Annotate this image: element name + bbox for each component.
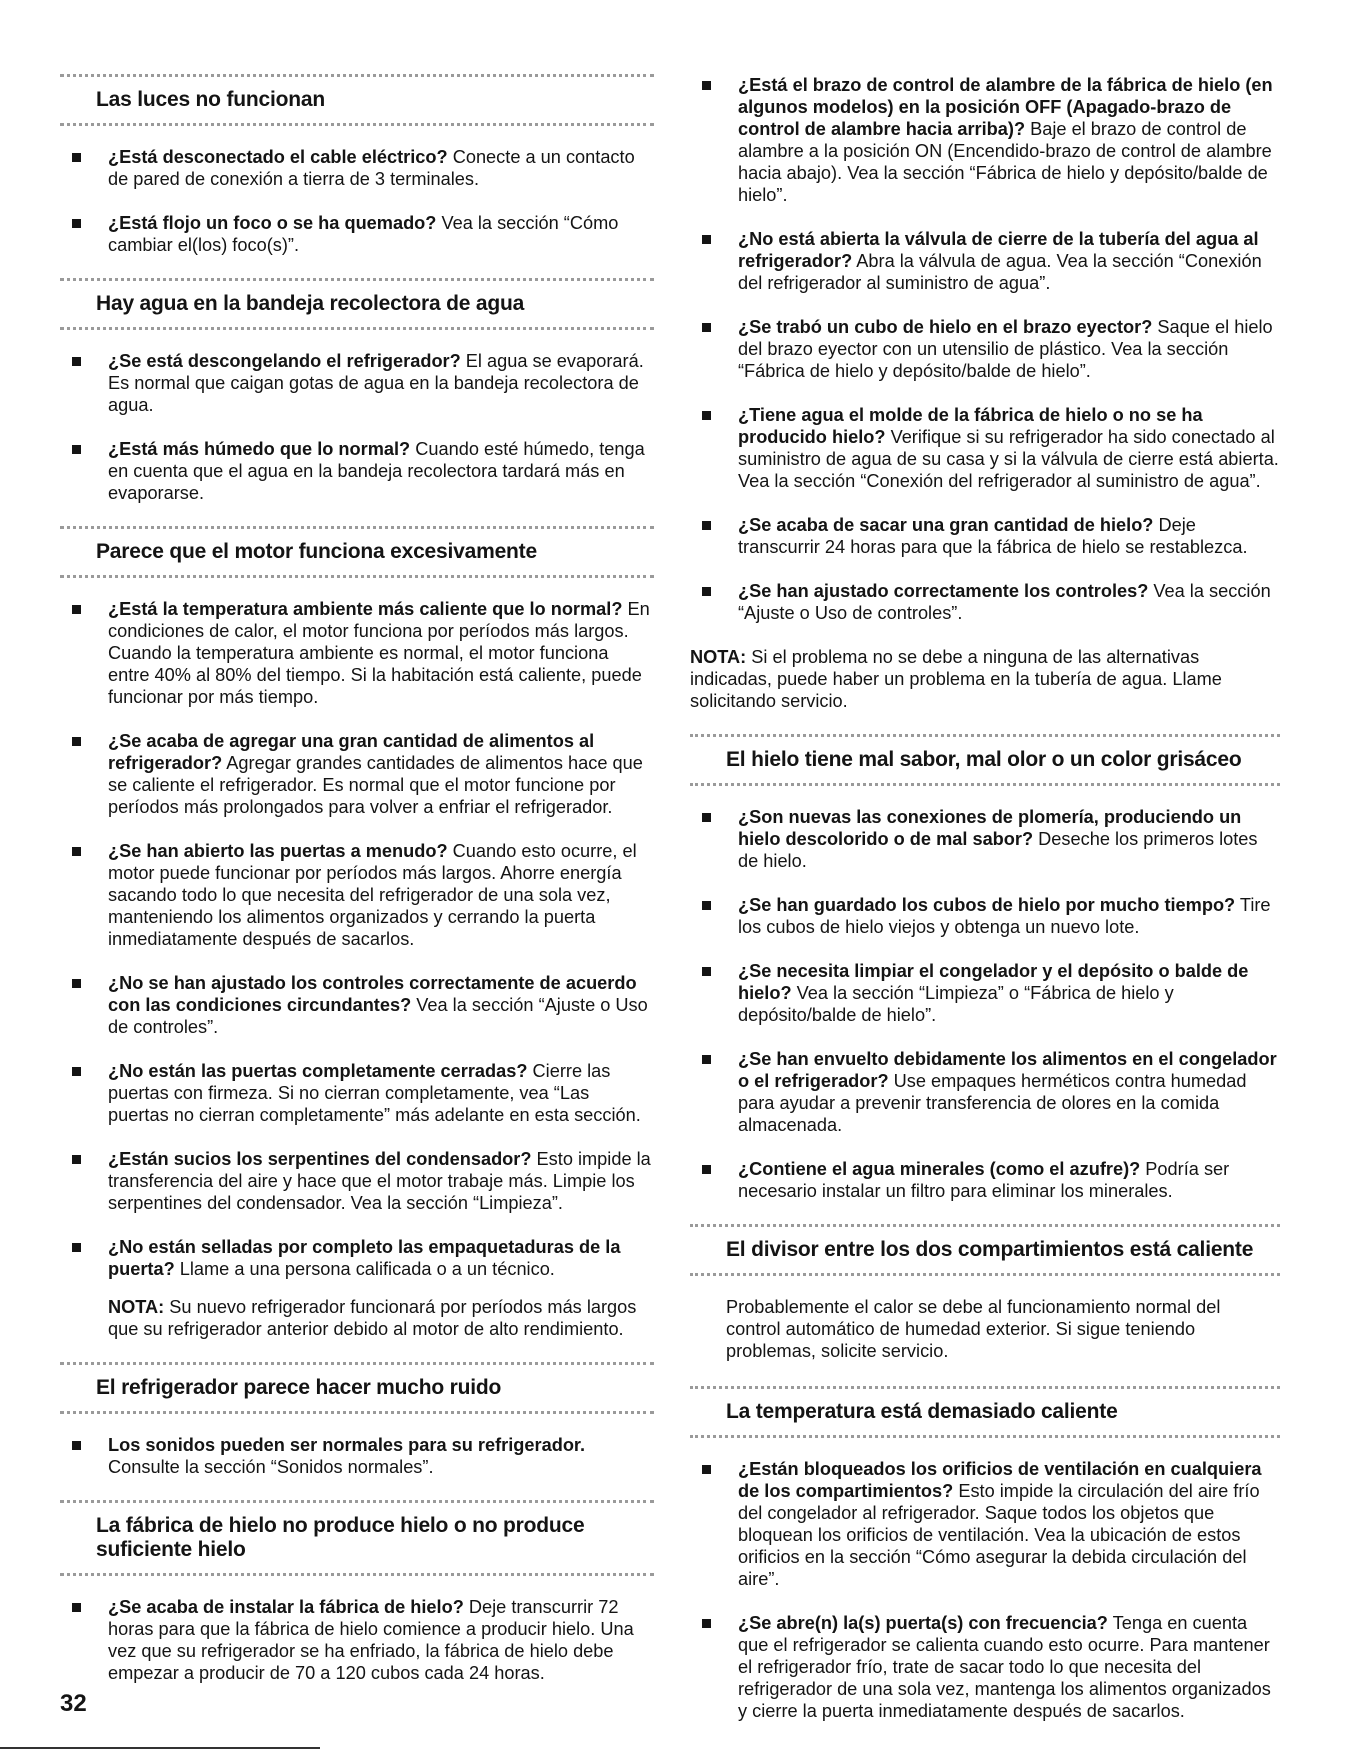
item-answer: Podría ser necesario instalar un filtro para eliminar los minerales.	[738, 1159, 1230, 1201]
page-number: 32	[60, 1690, 87, 1717]
item-question: ¿Se han abierto las puertas a menudo?	[108, 841, 448, 861]
bullet-item	[690, 404, 1280, 492]
item-question: ¿Se acaba de instalar la fábrica de hielo?	[108, 1597, 464, 1617]
bullet-item	[690, 1612, 1280, 1722]
item-answer: Conecte a un contacto de pared de conexión a tierra de 3 terminales.	[108, 147, 635, 189]
bullet-item	[60, 212, 654, 256]
section-title: Las luces no funcionan	[96, 88, 325, 111]
item-answer: Cuando esté húmedo, tenga en cuenta que el agua en la bandeja recolectora tardará más en evaporarse.	[108, 439, 645, 503]
bullet-item	[690, 1458, 1280, 1590]
section-header	[60, 526, 654, 578]
item-question: ¿Está el brazo de control de alambre de la fábrica de hielo (en algunos modelos) en la posición OFF (Apagado-brazo de control de alambre hacia arriba)?	[738, 75, 1273, 139]
square-bullet-icon	[702, 901, 711, 910]
square-bullet-icon	[702, 521, 711, 530]
bullet-item	[690, 74, 1280, 206]
item-question: ¿Está más húmedo que lo normal?	[108, 439, 411, 459]
troubleshooting-section	[60, 74, 654, 256]
square-bullet-icon	[72, 1441, 81, 1450]
item-question: ¿Contiene el agua minerales (como el azufre)?	[738, 1159, 1141, 1179]
section-title: El hielo tiene mal sabor, mal olor o un color grisáceo	[726, 748, 1242, 771]
section-title: La temperatura está demasiado caliente	[726, 1400, 1118, 1423]
bullet-item	[690, 894, 1280, 938]
bullet-item	[60, 1060, 654, 1126]
bullet-item	[60, 1148, 654, 1214]
section-paragraph: Probablemente el calor se debe al funcionamiento normal del control automático de humedad exterior. Si sigue teniendo problemas, solicite servicio.	[726, 1297, 1221, 1361]
item-question: ¿Tiene agua el molde de la fábrica de hielo o no se ha producido hielo?	[738, 405, 1203, 447]
item-answer: Llame a una persona calificada o a un técnico.	[174, 1259, 555, 1279]
left-column	[60, 74, 654, 1706]
bullet-item	[690, 514, 1280, 558]
square-bullet-icon	[702, 411, 711, 420]
square-bullet-icon	[72, 219, 81, 228]
item-answer: Esto impide la transferencia del aire y hace que el motor trabaje más. Limpie los serpentines del condensador. Vea la sección “Limpieza”.	[108, 1149, 651, 1213]
bullet-item	[690, 228, 1280, 294]
note-label: NOTA:	[690, 647, 747, 667]
item-answer: Verifique si su refrigerador ha sido conectado al suministro de agua de su casa y si la válvula de cierre está abierta. Vea la sección “Conexión del refrigerador al suministro de agua”.	[738, 427, 1279, 491]
section-header	[690, 734, 1280, 786]
square-bullet-icon	[702, 813, 711, 822]
item-question: ¿Se está descongelando el refrigerador?	[108, 351, 461, 371]
note	[690, 646, 1280, 712]
item-question: ¿Son nuevas las conexiones de plomería, produciendo un hielo descolorido o de mal sabor?	[738, 807, 1242, 849]
item-question: ¿Están sucios los serpentines del condensador?	[108, 1149, 532, 1169]
bottom-rule	[0, 1747, 320, 1749]
item-answer: Vea la sección “Cómo cambiar el(los) foco(s)”.	[108, 213, 619, 255]
bullet-item	[60, 438, 654, 504]
item-answer: Vea la sección “Limpieza” o “Fábrica de hielo y depósito/balde de hielo”.	[738, 983, 1174, 1025]
section-title: El divisor entre los dos compartimientos está caliente	[726, 1238, 1254, 1261]
square-bullet-icon	[72, 1155, 81, 1164]
bullet-item	[60, 972, 654, 1038]
item-question: ¿No está abierta la válvula de cierre de la tubería del agua al refrigerador?	[738, 229, 1259, 271]
square-bullet-icon	[702, 323, 711, 332]
section-header	[60, 1500, 654, 1576]
square-bullet-icon	[72, 1243, 81, 1252]
item-question: ¿No están selladas por completo las empaquetaduras de la puerta?	[108, 1237, 621, 1279]
troubleshooting-section	[60, 1500, 654, 1684]
item-answer: Esto impide la circulación del aire frío del congelador al refrigerador. Saque todos los objetos que bloquean los orificios de ventilación. Vea la ubicación de estos orificios en la sección “Cómo asegurar la debida circulación del aire”.	[738, 1481, 1260, 1589]
item-answer: Deje transcurrir 72 horas para que la fábrica de hielo comience a producir hielo. Una vez que su refrigerador se ha enfriado, la fábrica de hielo debe empezar a producir de 70 a 120 cubos cada 24 horas.	[108, 1597, 634, 1683]
section-title: La fábrica de hielo no produce hielo o no produce suficiente hielo	[96, 1514, 585, 1561]
item-answer: Use empaques herméticos contra humedad para ayudar a prevenir transferencia de olores en la comida almacenada.	[738, 1071, 1247, 1135]
item-question: ¿Está desconectado el cable eléctrico?	[108, 147, 448, 167]
square-bullet-icon	[72, 1067, 81, 1076]
item-question: ¿Se necesita limpiar el congelador y el depósito o balde de hielo?	[738, 961, 1249, 1003]
bullet-item	[60, 598, 654, 708]
item-answer: El agua se evaporará. Es normal que caigan gotas de agua en la bandeja recolectora de agua.	[108, 351, 644, 415]
square-bullet-icon	[72, 979, 81, 988]
item-answer: Deseche los primeros lotes de hielo.	[738, 829, 1258, 871]
section-title: Hay agua en la bandeja recolectora de agua	[96, 292, 525, 315]
troubleshooting-section	[60, 1362, 654, 1478]
item-question: ¿Se trabó un cubo de hielo en el brazo eyector?	[738, 317, 1153, 337]
section-header	[60, 74, 654, 126]
square-bullet-icon	[72, 737, 81, 746]
troubleshooting-section	[690, 1224, 1280, 1362]
item-answer: Deje transcurrir 24 horas para que la fábrica de hielo se restablezca.	[738, 515, 1248, 557]
bullet-item	[60, 146, 654, 190]
item-answer: Agregar grandes cantidades de alimentos hace que se caliente el refrigerador. Es normal que el motor funcione por períodos más prolongados para volver a enfriar el refrigerador.	[108, 753, 643, 817]
item-question: ¿Se abre(n) la(s) puerta(s) con frecuencia?	[738, 1613, 1108, 1633]
bullet-item	[690, 960, 1280, 1026]
item-question: ¿Está la temperatura ambiente más caliente que lo normal?	[108, 599, 623, 619]
section-header	[690, 1386, 1280, 1438]
item-answer: En condiciones de calor, el motor funciona por períodos más largos. Cuando la temperatura ambiente es normal, el motor funciona entre 40% al 80% del tiempo. Si la habitación está caliente, puede funcionar por más tiempo.	[108, 599, 650, 707]
square-bullet-icon	[72, 153, 81, 162]
square-bullet-icon	[702, 1619, 711, 1628]
square-bullet-icon	[702, 1165, 711, 1174]
item-answer: Tire los cubos de hielo viejos y obtenga un nuevo lote.	[738, 895, 1271, 937]
square-bullet-icon	[702, 587, 711, 596]
item-question: ¿Están bloqueados los orificios de ventilación en cualquiera de los compartimientos?	[738, 1459, 1262, 1501]
troubleshooting-section	[690, 1386, 1280, 1722]
bullet-item	[60, 350, 654, 416]
bullet-item	[60, 840, 654, 950]
item-question: ¿Se acaba de sacar una gran cantidad de hielo?	[738, 515, 1154, 535]
bullet-item	[690, 580, 1280, 624]
item-answer: Saque el hielo del brazo eyector con un utensilio de plástico. Vea la sección “Fábrica de hielo y depósito/balde de hielo”.	[738, 317, 1273, 381]
bullet-item	[60, 1236, 654, 1280]
bullet-item	[60, 730, 654, 818]
item-answer: Abra la válvula de agua. Vea la sección “Conexión del refrigerador al suministro de agua”.	[738, 251, 1262, 293]
right-column	[690, 74, 1280, 1744]
section-header	[690, 1224, 1280, 1276]
square-bullet-icon	[72, 847, 81, 856]
bullet-item	[690, 806, 1280, 872]
square-bullet-icon	[702, 1055, 711, 1064]
item-question: ¿Se acaba de agregar una gran cantidad de alimentos al refrigerador?	[108, 731, 595, 773]
section-header	[60, 1362, 654, 1414]
note-label: NOTA:	[108, 1297, 165, 1317]
note-text: Su nuevo refrigerador funcionará por períodos más largos que su refrigerador anterior debido al motor de alto rendimiento.	[108, 1297, 637, 1339]
item-question: ¿Se han guardado los cubos de hielo por mucho tiempo?	[738, 895, 1236, 915]
square-bullet-icon	[702, 235, 711, 244]
continued-items	[690, 74, 1280, 712]
item-question: ¿Se han envuelto debidamente los alimentos en el congelador o el refrigerador?	[738, 1049, 1277, 1091]
bullet-item	[690, 1158, 1280, 1202]
square-bullet-icon	[72, 1603, 81, 1612]
section-title: El refrigerador parece hacer mucho ruido	[96, 1376, 502, 1399]
item-answer: Baje el brazo de control de alambre a la posición ON (Encendido-brazo de control de alambre hacia abajo). Vea la sección “Fábrica de hielo y depósito/balde de hielo”.	[738, 119, 1272, 205]
item-question: ¿No están las puertas completamente cerradas?	[108, 1061, 528, 1081]
square-bullet-icon	[72, 605, 81, 614]
item-question: ¿Se han ajustado correctamente los controles?	[738, 581, 1149, 601]
item-question: Los sonidos pueden ser normales para su refrigerador.	[108, 1435, 586, 1455]
square-bullet-icon	[702, 81, 711, 90]
item-question: ¿No se han ajustado los controles correctamente de acuerdo con las condiciones circundantes?	[108, 973, 637, 1015]
note	[60, 1296, 654, 1340]
item-question: ¿Está flojo un foco o se ha quemado?	[108, 213, 437, 233]
item-answer: Vea la sección “Ajuste o Uso de controles”.	[108, 995, 648, 1037]
square-bullet-icon	[702, 967, 711, 976]
bullet-item	[690, 1048, 1280, 1136]
square-bullet-icon	[72, 357, 81, 366]
troubleshooting-section	[60, 278, 654, 504]
troubleshooting-section	[60, 526, 654, 1340]
item-answer: Cierre las puertas con firmeza. Si no cierran completamente, vea “Las puertas no cierran completamente” más adelante en esta sección.	[108, 1061, 641, 1125]
section-title: Parece que el motor funciona excesivamente	[96, 540, 537, 563]
troubleshooting-section	[690, 734, 1280, 1202]
bullet-item	[60, 1596, 654, 1684]
item-answer: Tenga en cuenta que el refrigerador se calienta cuando esto ocurre. Para mantener el refrigerador frío, trate de sacar todo lo que necesita del refrigerador de una sola vez, mantenga los alimentos organizados y cierre la puerta inmediatamente después de sacarlos.	[738, 1613, 1271, 1721]
section-header	[60, 278, 654, 330]
square-bullet-icon	[702, 1465, 711, 1474]
bullet-item	[690, 316, 1280, 382]
square-bullet-icon	[72, 445, 81, 454]
item-answer: Cuando esto ocurre, el motor puede funcionar por períodos más largos. Ahorre energía sacando todo lo que necesita del refrigerador de una sola vez, manteniendo los alimentos organizados y cerrando la puerta inmediatamente después de sacarlos.	[108, 841, 637, 949]
item-answer: Vea la sección “Ajuste o Uso de controles”.	[738, 581, 1271, 623]
bullet-item	[60, 1434, 654, 1478]
item-answer: Consulte la sección “Sonidos normales”.	[108, 1457, 434, 1477]
note-text: Si el problema no se debe a ninguna de las alternativas indicadas, puede haber un problema en la tubería de agua. Llame solicitando servicio.	[690, 647, 1222, 711]
